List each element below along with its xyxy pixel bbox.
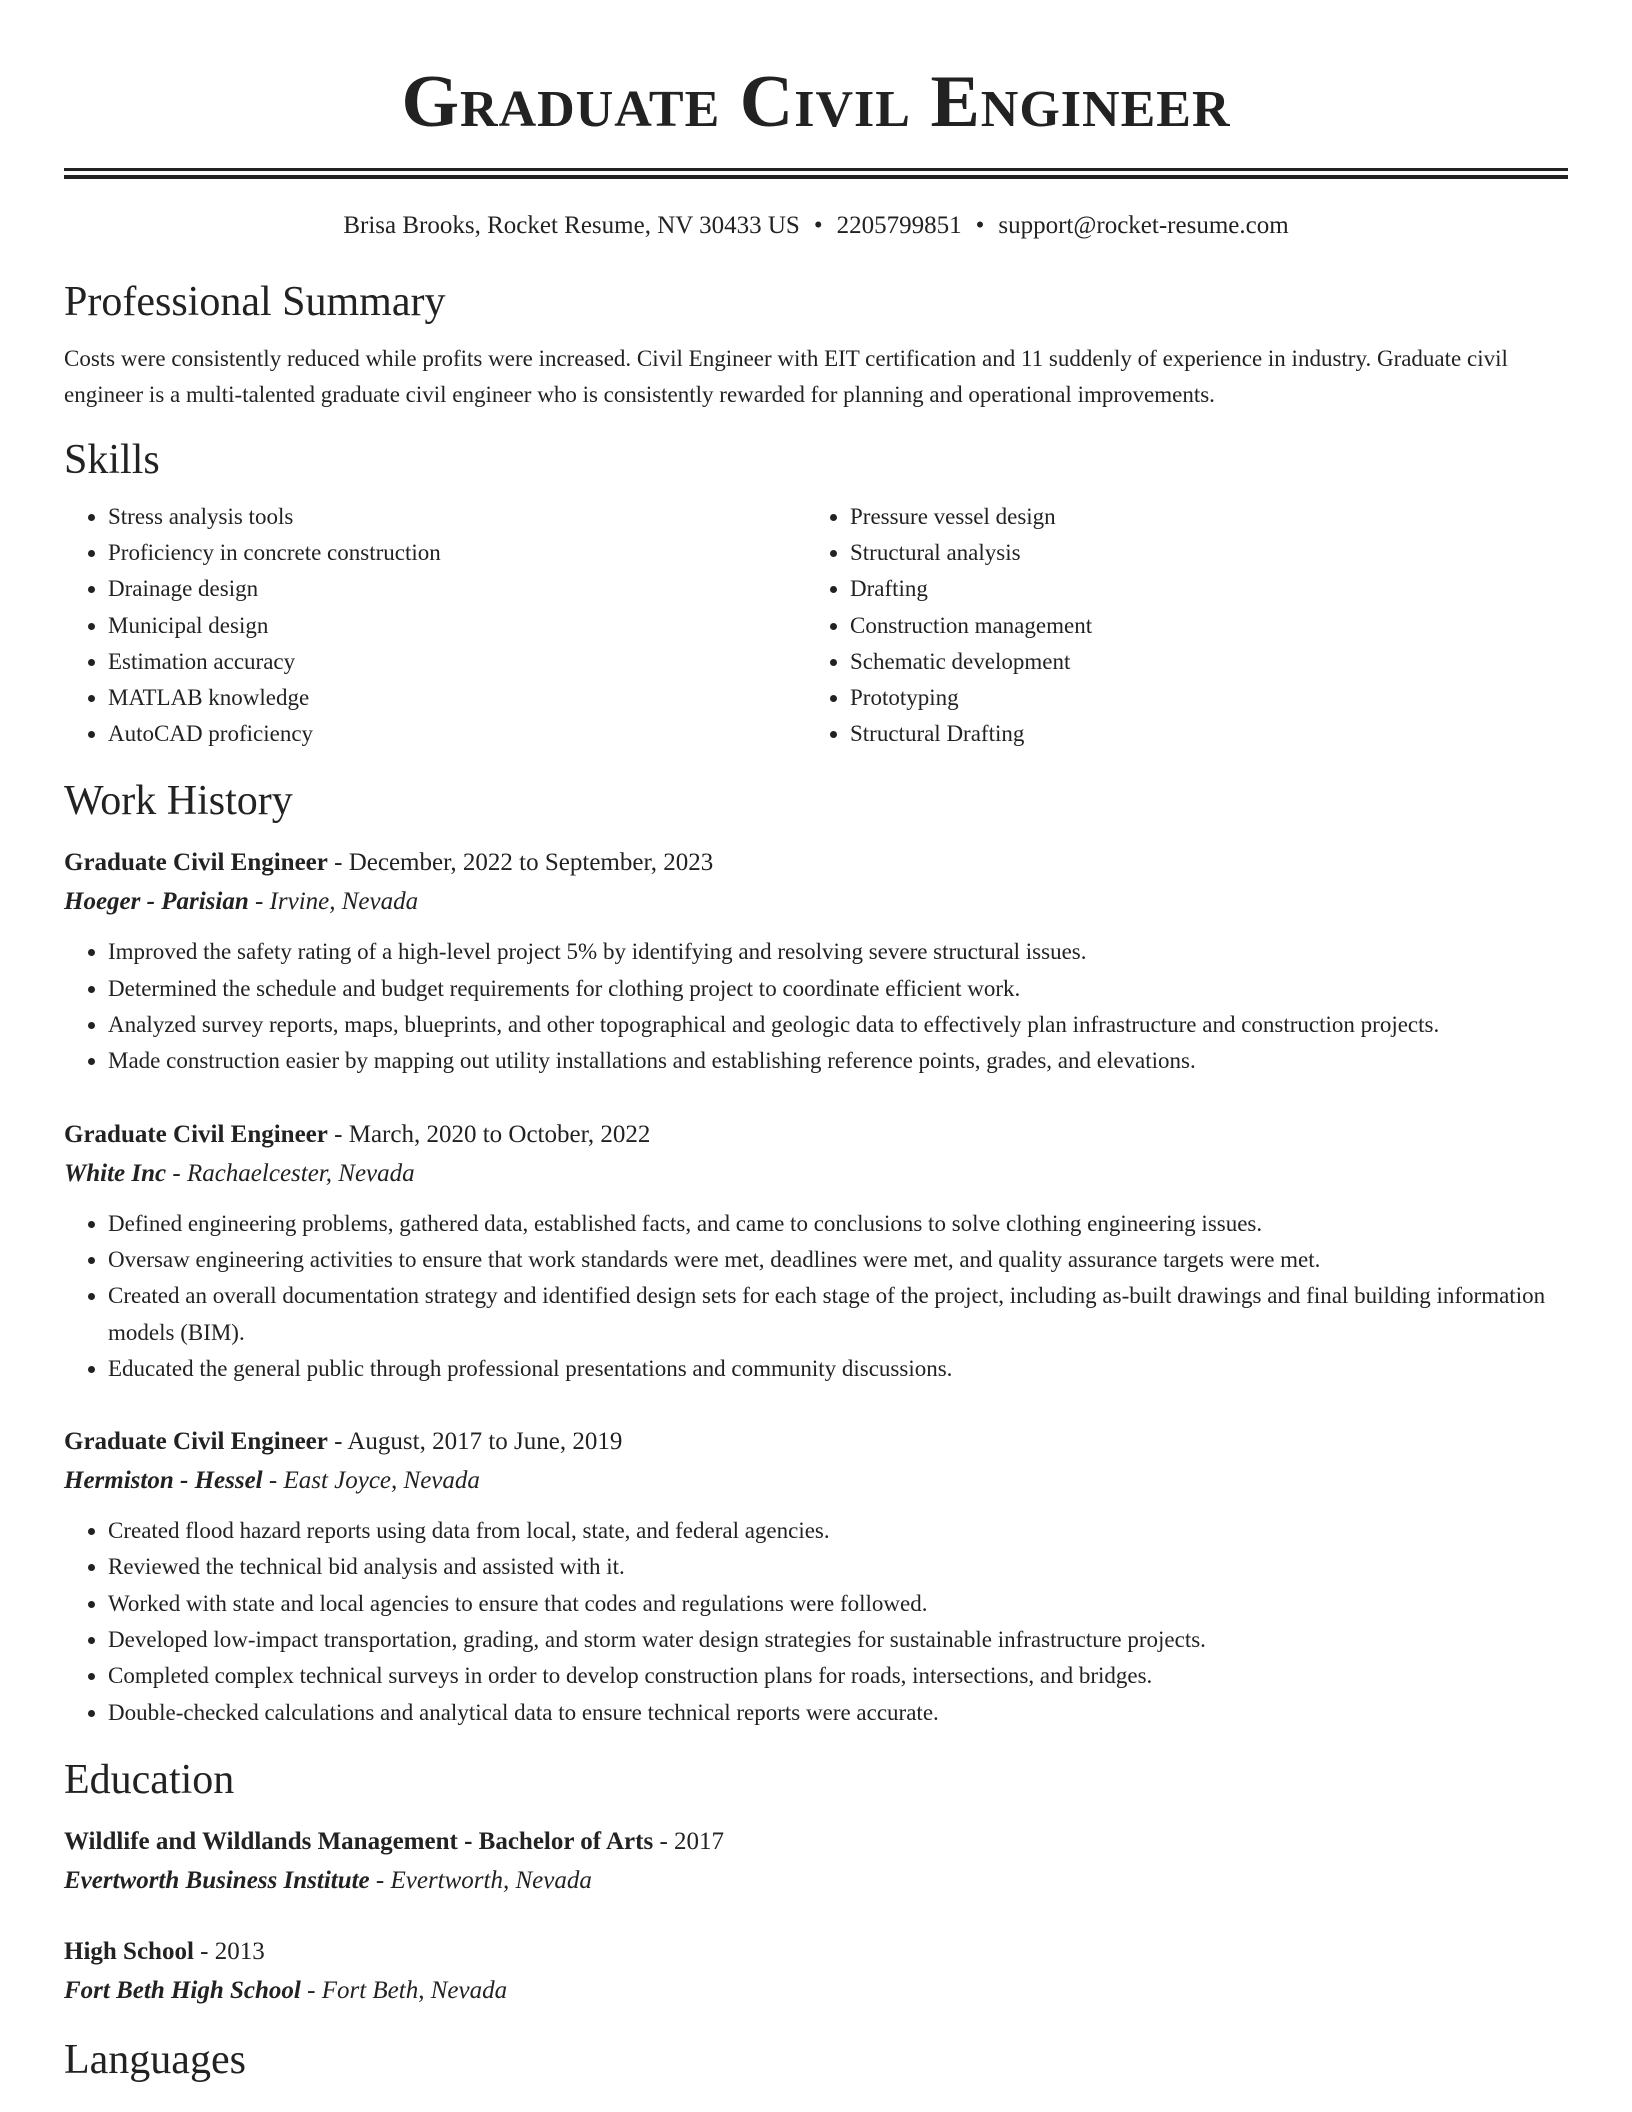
education-school-line: Fort Beth High School - Fort Beth, Nevada [64,1976,508,2004]
job-location: East Joyce, Nevada [283,1467,480,1495]
job-bullets [64,1206,1568,1387]
contact-line [64,209,1568,243]
skill-item: • Proficiency in concrete construction [108,535,806,571]
job-company: Hoeger - Parisian [64,888,249,916]
skill-item: • Estimation accuracy [108,644,806,680]
education-degree: Wildlife and Wildlands Management - Bachelor of Arts [64,1827,654,1855]
job-bullet: • Improved the safety rating of a high-level project 5% by identifying and resolving severe structural issues. [108,934,1568,970]
education-entry [64,1823,1568,1901]
job-bullets [64,1513,1568,1731]
job-bullet: • Made construction easier by mapping out utility installations and establishing reference points, grades, and elevations. [108,1043,1568,1079]
education-heading: Education [64,1756,235,1803]
skill-item: • Prototyping [850,680,1548,716]
job-dates: August, 2017 to June, 2019 [347,1428,623,1456]
education-header: High School - 2013 [64,1937,265,1965]
education-location: Fort Beth, Nevada [321,1976,508,2004]
job-bullet: • Analyzed survey reports, maps, blueprints, and other topographical and geologic data to effectively plan infrastructure and construction projects. [108,1007,1568,1043]
title-divider [64,168,1568,179]
job-bullet: • Double-checked calculations and analytical data to ensure technical reports were accurate. [108,1695,1568,1731]
job-title: Graduate Civil Engineer [64,849,328,877]
job-location: Irvine, Nevada [269,888,419,916]
job-bullet: • Developed low-impact transportation, grading, and storm water design strategies for sustainable infrastructure projects. [108,1622,1568,1658]
skill-item: • Schematic development [850,644,1548,680]
job-bullet: • Created flood hazard reports using data from local, state, and federal agencies. [108,1513,1568,1549]
languages-heading: Languages [64,2036,246,2083]
contact-separator: • [813,212,823,239]
skill-item: • Structural Drafting [850,716,1548,752]
education-entry [64,1933,1568,2011]
job-bullet: • Worked with state and local agencies to ensure that codes and regulations were followed. [108,1586,1568,1622]
resume-page [64,0,1568,2085]
job-bullet: • Created an overall documentation strategy and identified design sets for each stage of the project, including as-built drawings and final building information models (BIM). [108,1278,1568,1351]
skill-item: • Municipal design [108,608,806,644]
skill-item: • AutoCAD proficiency [108,716,806,752]
skills-column-left [64,499,806,752]
job-bullet: • Completed complex technical surveys in order to develop construction plans for roads, intersections, and bridges. [108,1658,1568,1694]
education-year: 2017 [674,1827,725,1855]
summary-heading: Professional Summary [64,279,446,325]
job-bullet: • Educated the general public through professional presentations and community discussions. [108,1351,1568,1387]
skills-heading: Skills [64,437,160,483]
education-year: 2013 [214,1937,265,1965]
job-bullet: • Determined the schedule and budget requirements for clothing project to coordinate efficient work. [108,971,1568,1007]
skills-column-right [806,499,1548,752]
skill-item: • Drainage design [108,571,806,607]
job-entry [64,1116,1568,1387]
education-header: Wildlife and Wildlands Management - Bachelor of Arts - 2017 [64,1827,725,1855]
job-employer: White Inc - Rachaelcester, Nevada [64,1159,415,1187]
job-header: Graduate Civil Engineer - March, 2020 to October, 2022 [64,1120,651,1148]
skill-item: • Stress analysis tools [108,499,806,535]
job-header: Graduate Civil Engineer - December, 2022 to September, 2023 [64,849,714,877]
education-school-line: Evertworth Business Institute - Evertworth, Nevada [64,1866,592,1894]
job-header: Graduate Civil Engineer - August, 2017 to June, 2019 [64,1428,623,1456]
job-entry [64,1423,1568,1731]
education-location: Evertworth, Nevada [390,1866,592,1894]
job-bullet: • Defined engineering problems, gathered data, established facts, and came to conclusions to solve clothing engineering issues. [108,1206,1568,1242]
job-dates: March, 2020 to October, 2022 [348,1120,651,1148]
job-entry [64,844,1568,1079]
job-employer: Hermiston - Hessel - East Joyce, Nevada [64,1467,480,1495]
work-history-heading: Work History [64,778,293,825]
job-company: White Inc [64,1159,167,1187]
skill-item: • Drafting [850,571,1548,607]
job-dates: December, 2022 to September, 2023 [348,849,714,877]
job-title: Graduate Civil Engineer [64,1428,328,1456]
education-school: Evertworth Business Institute [64,1866,370,1894]
contact-address: Brisa Brooks, Rocket Resume, NV 30433 US [343,212,800,239]
summary-text: Costs were consistently reduced while profits were increased. Civil Engineer with EIT certification and 11 suddenly of experience in industry. Graduate civil engineer is a multi-talented graduate civil engineer who is consistently rewarded for planning and operational improvements. [64,346,1508,407]
job-bullet: • Oversaw engineering activities to ensure that work standards were met, deadlines were met, and quality assurance targets were met. [108,1242,1568,1278]
job-company: Hermiston - Hessel [64,1467,263,1495]
contact-email: support@rocket-resume.com [998,212,1289,239]
resume-title: Graduate Civil Engineer [401,61,1231,143]
job-bullets [64,934,1568,1079]
skill-item: • Pressure vessel design [850,499,1548,535]
job-employer: Hoeger - Parisian - Irvine, Nevada [64,888,419,916]
education-degree: High School [64,1937,194,1965]
skill-item: • MATLAB knowledge [108,680,806,716]
contact-phone: 2205799851 [836,212,962,239]
job-bullet: • Reviewed the technical bid analysis and assisted with it. [108,1549,1568,1585]
skills-list [64,499,1568,752]
job-title: Graduate Civil Engineer [64,1120,328,1148]
contact-separator: • [975,212,985,239]
job-location: Rachaelcester, Nevada [186,1159,415,1187]
education-school: Fort Beth High School [64,1976,301,2004]
skill-item: • Structural analysis [850,535,1548,571]
skill-item: • Construction management [850,608,1548,644]
